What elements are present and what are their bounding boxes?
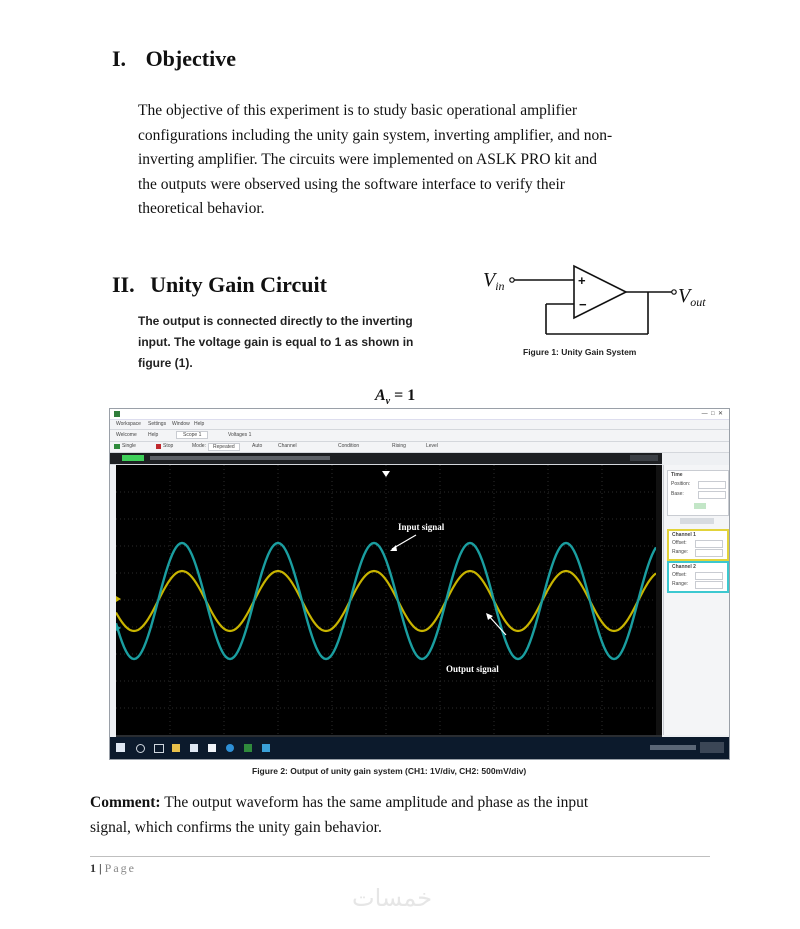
objective-paragraph xyxy=(138,99,738,222)
output-signal-label: Output signal xyxy=(446,664,499,674)
ch2-offset-field[interactable] xyxy=(695,572,723,580)
scope-tabbar xyxy=(110,430,729,442)
add-channel-button[interactable] xyxy=(680,518,714,524)
windows-start-icon[interactable] xyxy=(116,743,125,752)
tab-help[interactable]: Help xyxy=(148,432,159,438)
base-label: Base: xyxy=(671,491,684,497)
section-1-heading xyxy=(112,46,236,72)
clock-area[interactable] xyxy=(700,742,724,753)
search-icon[interactable] xyxy=(136,744,145,753)
plus-sign: + xyxy=(578,273,586,288)
input-signal-label: Input signal xyxy=(398,522,445,532)
section-2-title: Unity Gain Circuit xyxy=(150,272,327,297)
mode-select[interactable]: Repeated xyxy=(208,443,240,451)
objective-line: The objective of this experiment is to study basic operational amplifier xyxy=(138,102,578,119)
figure-1-caption: Figure 1: Unity Gain System xyxy=(523,347,637,357)
comment-line-2: signal, which confirms the unity gain behavior. xyxy=(90,818,382,836)
objective-line: the outputs were observed using the software interface to verify their xyxy=(138,175,565,193)
settings-panel xyxy=(663,465,730,735)
scope-plot xyxy=(116,465,662,735)
ch2-offset-label: Offset: xyxy=(672,572,687,578)
page-number: 1 xyxy=(90,861,96,875)
add-icon[interactable] xyxy=(694,503,706,509)
ch1-offset-label: Offset: xyxy=(672,540,687,546)
page-label: Page xyxy=(104,861,136,875)
vin-label: $V_{in}$ xyxy=(483,269,505,293)
figure-2-caption: Figure 2: Output of unity gain system (CH1: 1V/div, CH2: 500mV/div) xyxy=(252,766,527,776)
watermark-text: خمسات xyxy=(352,885,433,912)
equation-subscript: v xyxy=(385,396,391,408)
scope-menubar xyxy=(110,420,729,430)
objective-line: configurations including the unity gain system, inverting amplifier, and non- xyxy=(138,126,613,144)
channel-select[interactable]: Channel xyxy=(278,443,297,449)
windows-taskbar xyxy=(110,737,729,759)
position-label: Position: xyxy=(671,481,691,487)
section-1-numeral: I. xyxy=(112,46,127,71)
equation-symbol: A xyxy=(375,387,386,404)
channel-1-title: Channel 1 xyxy=(672,532,696,538)
single-button[interactable]: Single xyxy=(122,443,136,449)
ch2-range-field[interactable] xyxy=(695,581,723,589)
app-icon[interactable] xyxy=(208,744,216,752)
plot-view-icons[interactable] xyxy=(630,455,658,461)
channel-2-group xyxy=(667,561,729,593)
section-2-heading xyxy=(112,272,327,298)
section-1-title: Objective xyxy=(145,46,236,71)
ch2-range-label: Range: xyxy=(672,581,689,587)
input-arrowhead xyxy=(390,545,397,551)
run-icon[interactable] xyxy=(114,444,120,449)
sample-info-bar xyxy=(150,456,330,460)
position-field[interactable] xyxy=(698,481,726,489)
comment-label: Comment: xyxy=(90,794,161,811)
footer-rule xyxy=(90,856,710,857)
scope-grid xyxy=(116,465,656,735)
ch1-range-field[interactable] xyxy=(695,549,723,557)
time-group-title: Time xyxy=(671,472,683,478)
plot-scrollbar[interactable] xyxy=(656,465,662,735)
scope-titlebar xyxy=(110,409,729,420)
menu-help[interactable]: Help xyxy=(194,421,205,427)
ch1-offset-field[interactable] xyxy=(695,540,723,548)
objective-line: inverting amplifier. The circuits were implemented on ASLK PRO kit and xyxy=(138,151,598,168)
equation-rhs: = 1 xyxy=(394,387,416,404)
unity-line: input. The voltage gain is equal to 1 as shown in xyxy=(138,335,414,349)
scope-toolbar xyxy=(110,442,729,453)
unity-line: figure (1). xyxy=(138,356,193,370)
store-icon[interactable] xyxy=(190,744,198,752)
tab-scope-1[interactable]: Scope 1 xyxy=(176,431,208,439)
ch1-offset-marker[interactable] xyxy=(116,596,121,602)
channel-1-group xyxy=(667,529,729,561)
base-field[interactable] xyxy=(698,491,726,499)
trigger-marker[interactable] xyxy=(382,471,390,477)
stop-icon[interactable] xyxy=(156,444,161,449)
rising-select[interactable]: Rising xyxy=(392,443,406,449)
menu-settings[interactable]: Settings xyxy=(148,421,167,427)
vout-label: $V_{out}$ xyxy=(678,285,706,309)
section-2-numeral: II. xyxy=(112,272,135,297)
minus-sign: − xyxy=(579,297,587,312)
browser-icon[interactable] xyxy=(226,744,234,752)
objective-line: theoretical behavior. xyxy=(138,200,265,217)
page-footer xyxy=(90,861,136,876)
tab-voltages-1[interactable]: Voltages 1 xyxy=(228,432,252,438)
channel-2-title: Channel 2 xyxy=(672,564,696,570)
comment-line-1: The output waveform has the same amplitude and phase as the input xyxy=(164,794,589,811)
tab-welcome[interactable]: Welcome xyxy=(116,432,137,438)
menu-workspace[interactable]: Workspace xyxy=(116,421,141,427)
oscilloscope-screenshot xyxy=(109,408,730,760)
page-separator: | xyxy=(96,861,105,875)
condition-select[interactable]: Condition xyxy=(338,443,360,449)
stop-button[interactable]: Stop xyxy=(163,443,174,449)
trigger-status-badge xyxy=(122,455,144,461)
task-view-icon[interactable] xyxy=(154,744,164,753)
waveforms-taskbar-icon[interactable] xyxy=(244,744,252,752)
auto-select[interactable]: Auto xyxy=(252,443,263,449)
plot-header xyxy=(110,453,662,465)
file-explorer-icon[interactable] xyxy=(172,744,180,752)
time-group xyxy=(667,470,729,516)
level-field[interactable]: Level xyxy=(426,443,438,449)
unity-gain-circuit-diagram xyxy=(478,258,718,348)
comment-paragraph xyxy=(90,791,730,840)
unity-line: The output is connected directly to the inverting xyxy=(138,314,413,328)
menu-window[interactable]: Window xyxy=(172,421,190,427)
mode-label: Mode: xyxy=(192,443,206,449)
app-logo-icon xyxy=(114,411,120,417)
ch1-range-label: Range: xyxy=(672,549,689,555)
gain-equation xyxy=(375,387,415,407)
settings-icon[interactable] xyxy=(262,744,270,752)
unity-gain-paragraph xyxy=(138,311,468,374)
window-controls-icon[interactable]: — □ ✕ xyxy=(701,411,723,417)
system-tray-icons[interactable] xyxy=(650,745,696,750)
